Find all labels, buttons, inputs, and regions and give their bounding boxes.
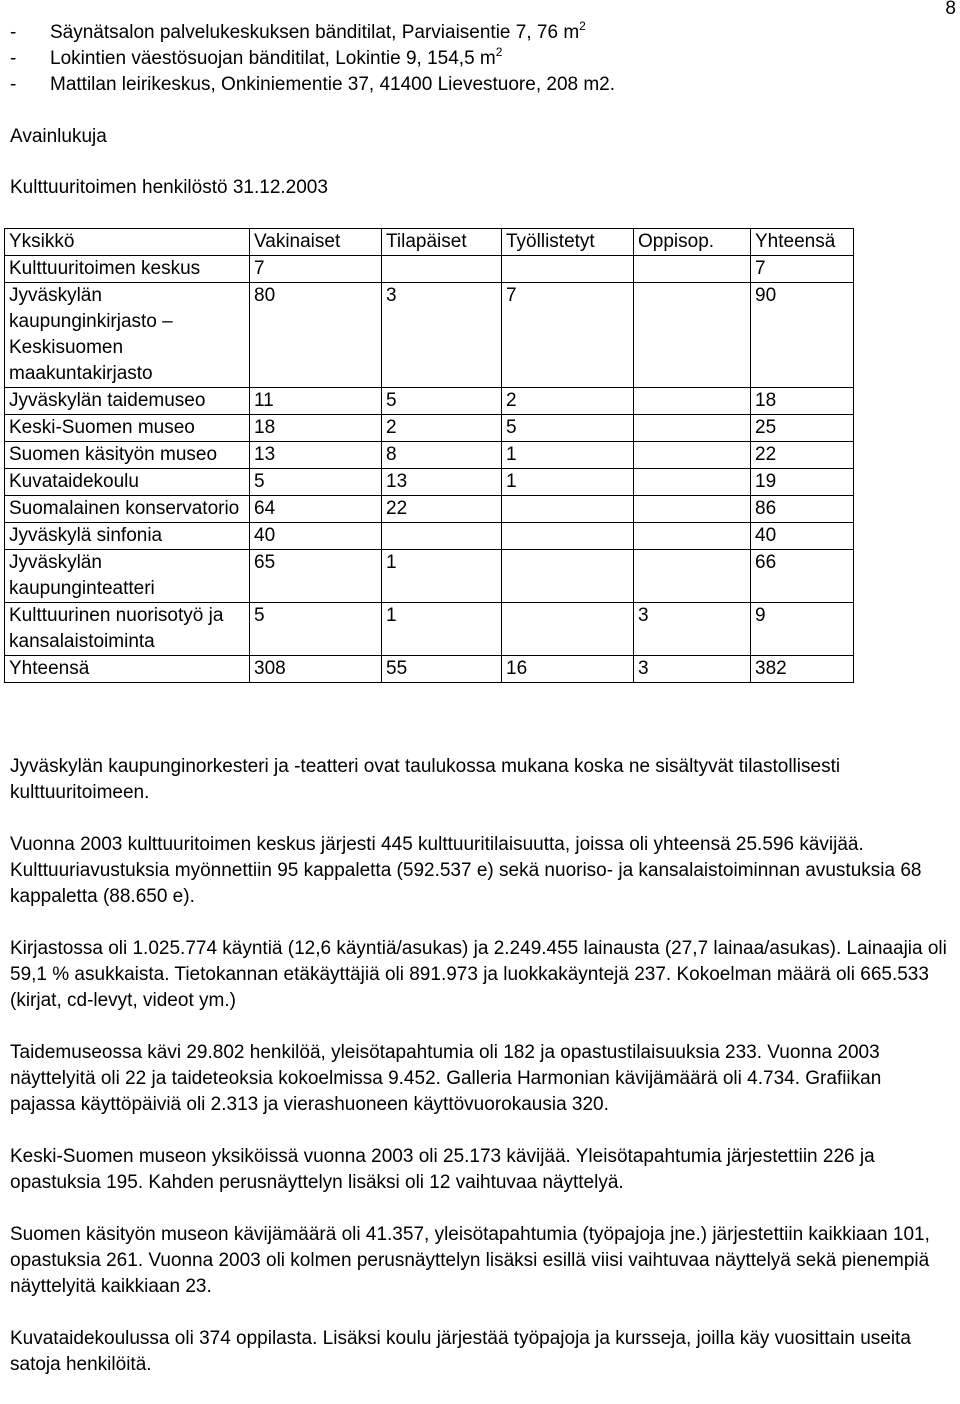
column-header: Yksikkö — [5, 229, 250, 256]
page-number: 8 — [945, 0, 956, 19]
count-cell — [382, 256, 502, 283]
bullet-dash: - — [10, 74, 17, 95]
unit-name-cell: Jyväskylä sinfonia — [5, 523, 250, 550]
count-cell: 90 — [751, 283, 854, 388]
table-caption: Kulttuuritoimen henkilöstö 31.12.2003 — [10, 177, 328, 198]
table-row — [5, 496, 854, 523]
facility-list — [10, 20, 615, 98]
unit-name-cell: Yhteensä — [5, 656, 250, 683]
table-row — [5, 523, 854, 550]
unit-name-cell: Jyväskylän kaupunginkirjasto – Keskisuomen maakuntakirjasto — [5, 283, 250, 388]
unit-name-cell: Kulttuurinen nuorisotyö ja kansalaistoiminta — [5, 603, 250, 656]
count-cell: 308 — [250, 656, 382, 683]
count-cell — [502, 550, 634, 603]
facility-item — [10, 20, 615, 46]
count-cell: 13 — [250, 442, 382, 469]
count-cell: 55 — [382, 656, 502, 683]
count-cell: 7 — [751, 256, 854, 283]
count-cell — [634, 469, 751, 496]
table-row — [5, 469, 854, 496]
count-cell: 8 — [382, 442, 502, 469]
count-cell — [634, 550, 751, 603]
paragraph: Taidemuseossa kävi 29.802 henkilöä, yleisötapahtumia oli 182 ja opastustilaisuuksia 233. Vuonna 2003 näyttelyitä oli 22 ja taideteoksia kokoelmissa 9.452. Galleria Harmonian kävijämäärä oli 4.734. Grafiikan pajassa käyttöpäiviä oli 2.313 ja vierashuoneen käyttövuorokausia 320. — [10, 1042, 882, 1115]
table-row — [5, 550, 854, 603]
count-cell: 80 — [250, 283, 382, 388]
count-cell — [634, 388, 751, 415]
facility-text: Lokintien väestösuojan bänditilat, Lokintie 9, 154,5 $m^2$ — [50, 45, 503, 69]
table-row — [5, 656, 854, 683]
count-cell: 86 — [751, 496, 854, 523]
unit-name-cell: Jyväskylän kaupunginteatteri — [5, 550, 250, 603]
count-cell: 382 — [751, 656, 854, 683]
paragraph: Keski-Suomen museon yksiköissä vuonna 2003 oli 25.173 kävijää. Yleisötapahtumia järjestettiin 226 ja opastuksia 195. Kahden perusnäyttelyn lisäksi oli 12 vaihtuvaa näyttelyä. — [10, 1146, 875, 1193]
count-cell: 1 — [502, 442, 634, 469]
table-row — [5, 283, 854, 388]
facility-item — [10, 72, 615, 98]
count-cell: 16 — [502, 656, 634, 683]
count-cell: 18 — [751, 388, 854, 415]
paragraph: Vuonna 2003 kulttuuritoimen keskus järjesti 445 kulttuuritilaisuutta, joissa oli yhteensä 25.596 kävijää. Kulttuuriavustuksia myönnettiin 95 kappaletta (592.537 e) sekä nuoriso- ja kansalaistoiminnan avustuksia 68 kappaletta (88.650 e). — [10, 834, 922, 907]
count-cell: 1 — [502, 469, 634, 496]
unit-name-cell: Keski-Suomen museo — [5, 415, 250, 442]
count-cell: 7 — [502, 283, 634, 388]
count-cell — [634, 415, 751, 442]
section-heading: Avainlukuja — [10, 126, 107, 147]
body-text — [10, 754, 950, 1404]
facility-item — [10, 46, 615, 72]
count-cell: 19 — [751, 469, 854, 496]
count-cell: 5 — [250, 603, 382, 656]
count-cell: 5 — [502, 415, 634, 442]
table-row — [5, 442, 854, 469]
count-cell: 7 — [250, 256, 382, 283]
facility-text: Mattilan leirikeskus, Onkiniementie 37, 41400 Lievestuore, 208 m2. — [50, 74, 616, 95]
count-cell — [502, 256, 634, 283]
count-cell — [634, 523, 751, 550]
column-header: Työllistetyt — [502, 229, 634, 256]
count-cell: 5 — [382, 388, 502, 415]
count-cell — [634, 283, 751, 388]
table-row — [5, 603, 854, 656]
bullet-dash: - — [10, 48, 17, 69]
unit-name-cell: Jyväskylän taidemuseo — [5, 388, 250, 415]
count-cell — [502, 603, 634, 656]
column-header: Vakinaiset — [250, 229, 382, 256]
count-cell: 2 — [382, 415, 502, 442]
staff-table — [4, 228, 854, 683]
column-header: Yhteensä — [751, 229, 854, 256]
count-cell: 5 — [250, 469, 382, 496]
count-cell: 40 — [751, 523, 854, 550]
count-cell: 66 — [751, 550, 854, 603]
paragraph: Jyväskylän kaupunginorkesteri ja -teatteri ovat taulukossa mukana koska ne sisältyvät tilastollisesti kulttuuritoimeen. — [10, 756, 841, 803]
count-cell — [382, 523, 502, 550]
table-header-row — [5, 229, 854, 256]
paragraph: Kirjastossa oli 1.025.774 käyntiä (12,6 käyntiä/asukas) ja 2.249.455 lainausta (27,7 lainaa/asukas). Lainaajia oli 59,1 % asukkaista. Tietokannan etäkäyttäjiä oli 891.973 ja luokkakäyntejä 237. Kokoelman määrä oli 665.533 (kirjat, cd-levyt, videot ym.) — [10, 938, 947, 1011]
paragraph: Kuvataidekoulussa oli 374 oppilasta. Lisäksi koulu järjestää työpajoja ja kursseja, joilla käy vuosittain useita satoja henkilöitä. — [10, 1328, 911, 1375]
table-row — [5, 388, 854, 415]
count-cell — [634, 256, 751, 283]
count-cell: 2 — [502, 388, 634, 415]
count-cell: 40 — [250, 523, 382, 550]
count-cell: 3 — [382, 283, 502, 388]
count-cell: 9 — [751, 603, 854, 656]
count-cell: 22 — [382, 496, 502, 523]
count-cell: 3 — [634, 656, 751, 683]
count-cell: 1 — [382, 603, 502, 656]
facility-text: Säynätsalon palvelukeskuksen bänditilat, Parviaisentie 7, 76 $m^2$ — [50, 19, 586, 43]
unit-name-cell: Kuvataidekoulu — [5, 469, 250, 496]
count-cell — [634, 442, 751, 469]
unit-name-cell: Suomen käsityön museo — [5, 442, 250, 469]
count-cell: 1 — [382, 550, 502, 603]
count-cell: 11 — [250, 388, 382, 415]
count-cell — [502, 523, 634, 550]
column-header: Tilapäiset — [382, 229, 502, 256]
count-cell: 3 — [634, 603, 751, 656]
count-cell: 22 — [751, 442, 854, 469]
unit-name-cell: Kulttuuritoimen keskus — [5, 256, 250, 283]
table-row — [5, 415, 854, 442]
count-cell — [502, 496, 634, 523]
count-cell: 13 — [382, 469, 502, 496]
count-cell: 25 — [751, 415, 854, 442]
paragraph: Suomen käsityön museon kävijämäärä oli 41.357, yleisötapahtumia (työpajoja jne.) järjestettiin kaikkiaan 101, opastuksia 261. Vuonna 2003 oli kolmen perusnäyttelyn lisäksi esillä viisi vaihtuvaa näyttelyä sekä pienempiä näyttelyitä kaikkiaan 23. — [10, 1224, 930, 1297]
count-cell — [634, 496, 751, 523]
column-header: Oppisop. — [634, 229, 751, 256]
count-cell: 65 — [250, 550, 382, 603]
count-cell: 64 — [250, 496, 382, 523]
unit-name-cell: Suomalainen konservatorio — [5, 496, 250, 523]
bullet-dash: - — [10, 22, 17, 43]
count-cell: 18 — [250, 415, 382, 442]
table-row — [5, 256, 854, 283]
